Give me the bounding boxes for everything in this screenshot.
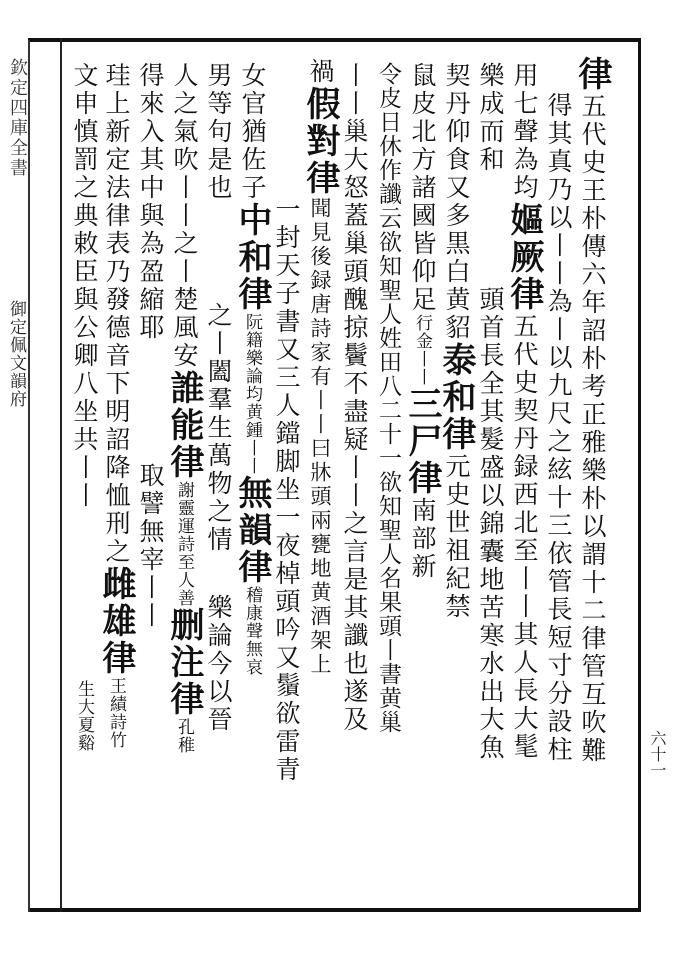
entry-head: 無韻律 — [232, 475, 272, 586]
column-text: 禍 — [306, 58, 335, 86]
column-text: 一封天子書又三人鐺脚坐一夜棹頭吟又鬚欲雷青 — [272, 196, 301, 784]
text-column-7 — [370, 62, 406, 734]
text-column-12 — [200, 62, 236, 734]
entry-head: 中和律 — [232, 202, 272, 313]
text-column-16 — [66, 62, 102, 752]
column-text: 男等句是也 — [204, 62, 233, 202]
entry-head: 删注律 — [164, 607, 204, 718]
column-text: 令皮日休作讖云欲知聖人姓田八二十一欲知聖人名果頭丨 — [375, 62, 401, 662]
column-text: 得其真乃以丨丨為丨以九尺之絃十三依管長短寸分設柱 — [544, 92, 573, 764]
column-text: 珪上新定法律表乃發德音下明詔降恤刑之 — [102, 62, 131, 566]
column-text: 契丹仰食又多黒白黄貂 — [442, 62, 471, 342]
text-column-6 — [404, 62, 440, 581]
column-text: 書黄巢 — [375, 662, 401, 734]
column-text: 五代史契丹録西北至丨丨其人長大髦 — [510, 313, 539, 761]
text-column-11 — [234, 62, 270, 676]
text-column-5 — [438, 62, 474, 621]
column-text: 用七聲為均 — [510, 62, 539, 202]
column-text: 元史世祖紀禁 — [442, 453, 471, 621]
inner-left-border — [60, 38, 62, 912]
column-note: 謝靈運詩至人善 — [174, 481, 194, 607]
text-column-1 — [574, 56, 610, 765]
entry-head: 三尸律 — [402, 386, 442, 497]
margin-book-title: 御定佩文韻府 — [6, 300, 26, 408]
column-note: 阮籍樂論均黄鍾丨丨 — [242, 313, 262, 475]
column-text: 樂成而和 — [476, 62, 505, 174]
text-column-2 — [540, 92, 576, 764]
column-text: 人之氣吹丨丨之丨 — [170, 62, 199, 286]
text-column-10 — [268, 196, 304, 784]
entry-head: 雌雄律 — [96, 566, 136, 677]
text-column-8 — [336, 62, 372, 734]
column-text: 頭首長全其髮盛以錦囊地苦寒水出大魚 — [476, 286, 505, 762]
text-column-13 — [166, 62, 202, 754]
column-text: 聞見後録唐詩家有丨丨曰牀頭兩甕地黄酒架上 — [308, 197, 332, 677]
entry-head: 嫗厥律 — [504, 202, 544, 313]
column-text: 取譬無宰丨丨 — [136, 462, 165, 630]
page-number: 六十一 — [648, 730, 667, 778]
column-text: 南部新 — [408, 497, 437, 581]
column-note: 稽康聲無哀 — [242, 586, 262, 676]
column-text: 女官猶佐子 — [238, 62, 267, 202]
column-text: 得來入其中與為盈縮耶 — [136, 62, 165, 342]
top-border — [28, 38, 640, 42]
entry-head: 誰能律 — [164, 370, 204, 481]
column-text: 鼠皮北方諸國皆仰足 — [408, 62, 437, 314]
column-note: 行金丨丨 — [412, 314, 432, 386]
text-column-9 — [302, 58, 338, 677]
column-text: 楚風安 — [170, 286, 199, 370]
entry-head: 泰和律 — [436, 342, 476, 453]
text-column-14 — [132, 62, 168, 630]
column-note: 王績詩竹 — [106, 677, 126, 749]
text-column-15 — [98, 62, 134, 749]
column-note: 孔稚 — [174, 718, 194, 754]
text-column-4 — [472, 62, 508, 762]
column-text: 五代史王朴傳六年詔朴考正雅樂朴以謂十二律管互吹難 — [578, 93, 607, 765]
entry-head: 律 — [572, 56, 612, 93]
margin-book-series: 欽定四庫全書 — [7, 58, 28, 178]
bottom-border — [28, 908, 640, 912]
column-text: 之丨闔羣生萬物之情 — [204, 302, 233, 554]
text-column-3 — [506, 62, 542, 761]
column-text: 丨丨巢大怒蓋巢頭醜掠鬢不盡疑丨丨之言是其讖也遂及 — [340, 62, 369, 734]
column-note: 生大夏谿 — [74, 680, 94, 752]
entry-head: 假對律 — [300, 86, 340, 197]
right-border — [638, 38, 641, 912]
column-text: 樂論今以晉 — [204, 594, 233, 734]
column-text: 文申慎罰之典敕臣與公卿八坐共丨丨 — [70, 62, 99, 510]
